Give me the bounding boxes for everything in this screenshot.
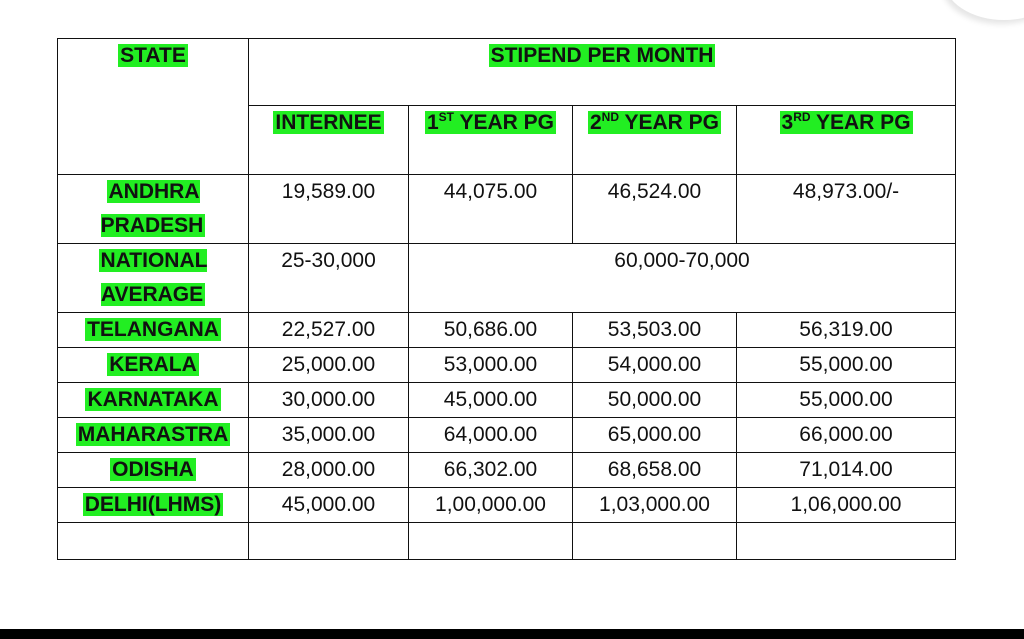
year2-value: 54,000.00 [573,348,737,383]
state-header: STATE [120,44,186,67]
internee-value: 22,527.00 [249,313,409,348]
stipend-table [57,38,956,560]
state-name: NATIONAL AVERAGE [100,249,208,306]
subheader-label: 1ST YEAR PG [426,110,554,134]
table-row [58,313,956,348]
year1-value: 1,00,000.00 [409,488,573,523]
subheader-2nd-year [573,106,737,175]
table-row [58,453,956,488]
subheader-label: 3RD YEAR PG [781,110,911,134]
year2-value: 68,658.00 [573,453,737,488]
year2-value: 53,503.00 [573,313,737,348]
state-name: MAHARASTRA [77,423,229,446]
table-row [58,348,956,383]
stipend-header: STIPEND PER MONTH [490,44,714,67]
table-row [58,418,956,453]
subheader-3rd-year [737,106,956,175]
internee-value: 25,000.00 [249,348,409,383]
stipend-header-cell [249,39,956,106]
empty-row [58,523,956,560]
year3-value: 48,973.00/- [737,175,956,244]
state-name: TELANGANA [87,318,219,341]
year1-value: 66,302.00 [409,453,573,488]
page-corner-curl [944,0,1024,20]
year3-value: 71,014.00 [737,453,956,488]
table-row [58,488,956,523]
year3-value: 1,06,000.00 [737,488,956,523]
year2-value: 50,000.00 [573,383,737,418]
year1-value: 50,686.00 [409,313,573,348]
internee-value: 28,000.00 [249,453,409,488]
subheader-label: INTERNEE [275,111,382,134]
year2-value: 46,524.00 [573,175,737,244]
state-header-cell [58,39,249,175]
year1-value: 64,000.00 [409,418,573,453]
year2-value: 1,03,000.00 [573,488,737,523]
internee-value: 19,589.00 [249,175,409,244]
state-name: DELHI(LHMS) [84,493,222,516]
subheader-1st-year [409,106,573,175]
bottom-bar [0,629,1024,639]
year3-value: 66,000.00 [737,418,956,453]
internee-value: 30,000.00 [249,383,409,418]
table-row [58,244,956,313]
table-row [58,175,956,244]
state-name: ANDHRA PRADESH [100,180,204,237]
subheader-label: 2ND YEAR PG [589,110,719,134]
state-name: KARNATAKA [87,388,219,411]
year1-value: 45,000.00 [409,383,573,418]
year1-value: 44,075.00 [409,175,573,244]
year2-value: 65,000.00 [573,418,737,453]
table-row [58,383,956,418]
year3-value: 55,000.00 [737,383,956,418]
internee-value: 35,000.00 [249,418,409,453]
pg-merged-value: 60,000-70,000 [409,244,956,313]
year3-value: 55,000.00 [737,348,956,383]
internee-value: 25-30,000 [249,244,409,313]
header-row [58,39,956,106]
subheader-internee [249,106,409,175]
year1-value: 53,000.00 [409,348,573,383]
year3-value: 56,319.00 [737,313,956,348]
state-name: KERALA [109,353,197,376]
internee-value: 45,000.00 [249,488,409,523]
state-name: ODISHA [112,458,194,481]
